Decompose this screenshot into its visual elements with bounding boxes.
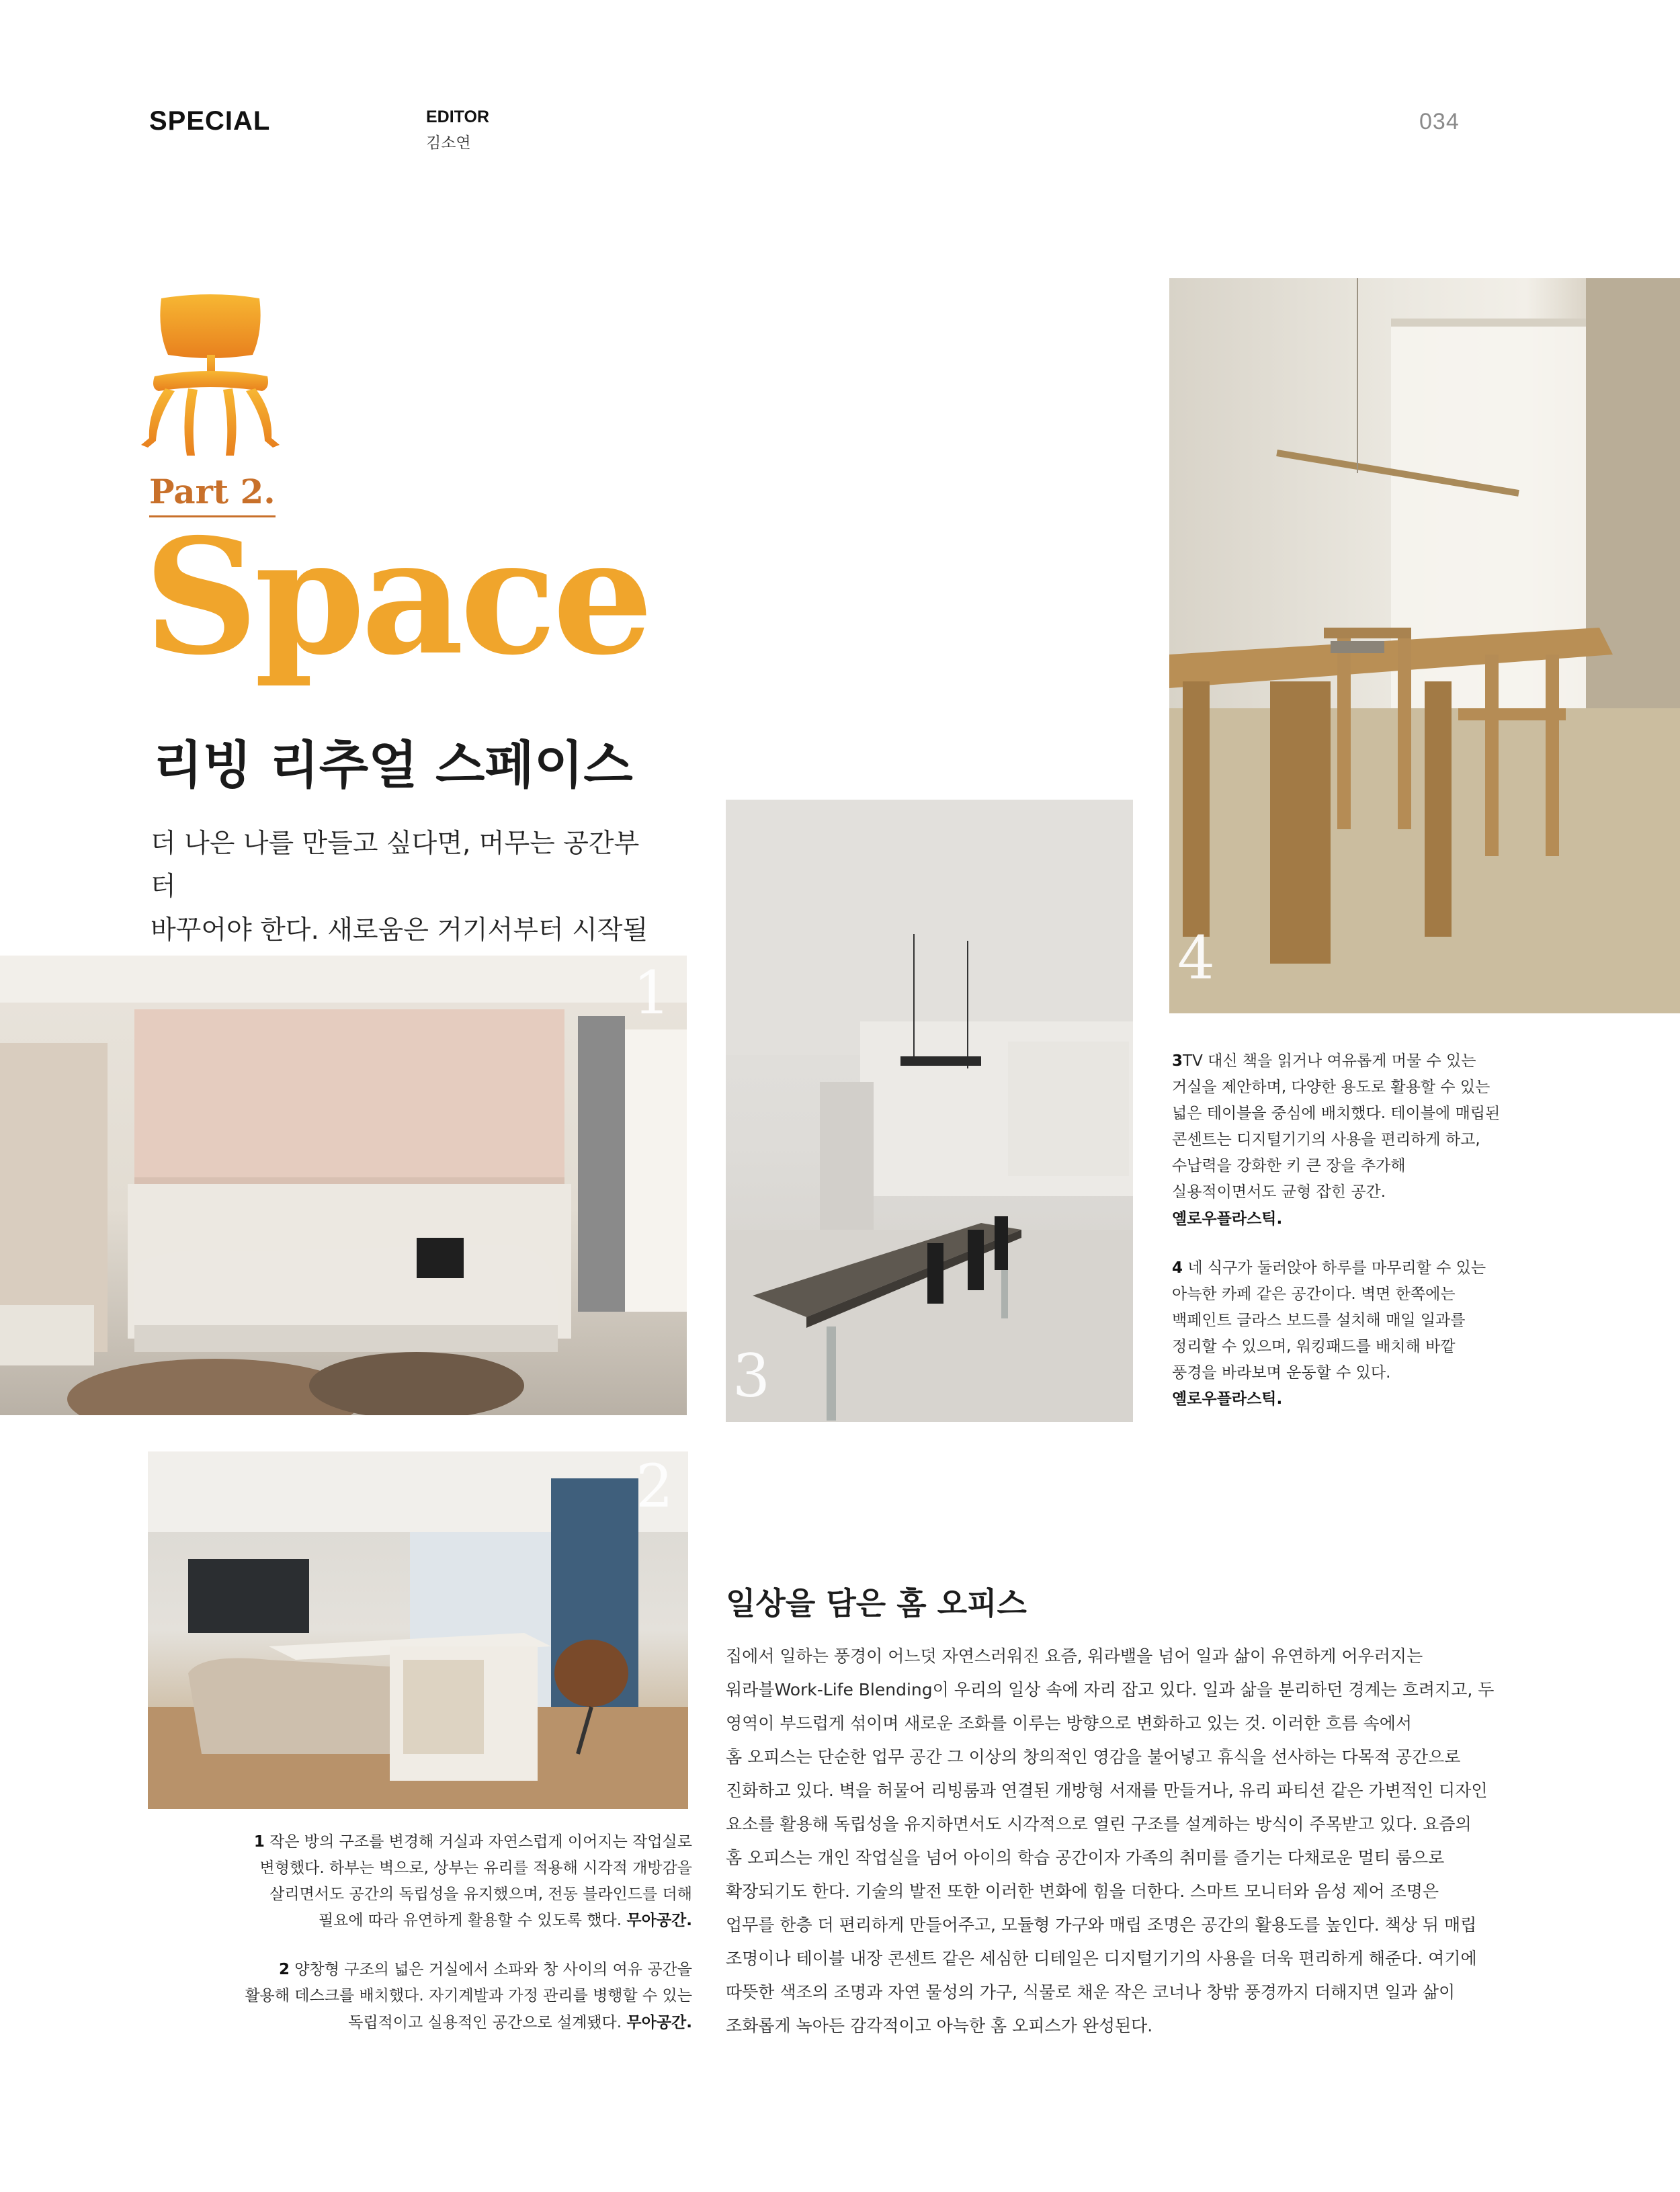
caption-1	[222, 1829, 692, 1934]
caption-line: 정리할 수 있으며, 워킹패드를 배치해 바깥	[1172, 1337, 1456, 1355]
article-line: 진화하고 있다. 벽을 허물어 리빙룸과 연결된 개방형 서재를 만들거나, 유리 파티션 같은 가변적인 디자인	[726, 1781, 1488, 1800]
caption-group-right	[1172, 1048, 1521, 1435]
article-body	[726, 1640, 1505, 2043]
editor-label: EDITOR	[426, 108, 489, 126]
photo-number: 4	[1177, 923, 1215, 993]
caption-line: 콘센트는 디지털기기의 사용을 편리하게 하고,	[1172, 1131, 1480, 1149]
caption-line: 아늑한 카페 같은 공간이다. 벽면 한쪽에는	[1172, 1285, 1456, 1303]
caption-line: 수납력을 강화한 키 큰 장을 추가해	[1172, 1157, 1406, 1175]
caption-line: 넓은 테이블을 중심에 배치했다. 테이블에 매립된	[1172, 1105, 1501, 1123]
part-label: Part 2.	[149, 472, 276, 517]
caption-line: 실용적이면서도 균형 잡힌 공간.	[1172, 1183, 1386, 1202]
photo-number: 1	[633, 958, 671, 1027]
caption-4	[1172, 1255, 1521, 1413]
caption-line: 백페인트 글라스 보드를 설치해 매일 일과를	[1172, 1311, 1466, 1329]
caption-line: 살리면서도 공간의 독립성을 유지했으며, 전동 블라인드를 더해	[269, 1886, 692, 1904]
caption-number: 1	[253, 1833, 265, 1851]
caption-credit: 무아공간.	[626, 1912, 692, 1930]
page-title: Space	[144, 503, 650, 690]
caption-number: 2	[278, 1961, 290, 1979]
article-line: 워라블Work-Life Blending이 우리의 일상 속에 자리 잡고 있다. 일과 삶을 분리하던 경계는 흐려지고, 두	[726, 1680, 1495, 1699]
chair-icon	[141, 290, 280, 461]
caption-number: 4	[1172, 1259, 1183, 1277]
article-line: 조명이나 테이블 내장 콘센트 같은 세심한 디테일은 디지털기기의 사용을 더욱 편리하게 해준다. 여기에	[726, 1949, 1477, 1968]
caption-credit: 무아공간.	[626, 2013, 692, 2031]
photo-number: 2	[636, 1451, 673, 1521]
caption-line: 독립적이고 실용적인 공간으로 설계됐다.	[348, 2013, 622, 2031]
article-line: 요소를 활용해 독립성을 유지하면서도 시각적으로 열린 구조를 설계하는 방식이 주목받고 있다. 요즘의	[726, 1814, 1472, 1834]
caption-credit: 옐로우플라스틱.	[1172, 1210, 1283, 1228]
photo-number: 3	[732, 1341, 770, 1410]
photo-living-room-sofa	[0, 956, 687, 1415]
article-line: 영역이 부드럽게 섞이며 새로운 조화를 이루는 방향으로 변화하고 있는 것. 이러한 흐름 속에서	[726, 1714, 1413, 1733]
caption-line: 거실을 제안하며, 다양한 용도로 활용할 수 있는	[1172, 1079, 1490, 1097]
page-number: 034	[1419, 109, 1460, 134]
caption-number: 3	[1172, 1052, 1183, 1070]
korean-title: 리빙 리추얼 스페이스	[153, 735, 633, 795]
caption-line: 네 식구가 둘러앉아 하루를 마무리할 수 있는	[1187, 1259, 1486, 1277]
photo-dining-room	[1169, 278, 1680, 1013]
article-line: 따뜻한 색조의 조명과 자연 물성의 가구, 식물로 채운 작은 코너나 창밖 풍경까지 더해지면 일과 삶이	[726, 1982, 1456, 2002]
photo-home-office	[148, 1451, 688, 1809]
article-line: 홈 오피스는 단순한 업무 공간 그 이상의 창의적인 영감을 불어넣고 휴식을 선사하는 다목적 공간으로	[726, 1747, 1461, 1767]
article-line: 집에서 일하는 풍경이 어느덧 자연스러워진 요즘, 워라밸을 넘어 일과 삶이 유연하게 어우러지는	[726, 1646, 1423, 1666]
section-label: SPECIAL	[149, 106, 271, 136]
article-line: 확장되기도 한다. 기술의 발전 또한 이러한 변화에 힘을 더한다. 스마트 모니터와 음성 제어 조명은	[726, 1882, 1439, 1901]
caption-group-left	[222, 1829, 692, 2059]
article-line: 홈 오피스는 개인 작업실을 넘어 아이의 학습 공간이자 가족의 취미를 즐기는 다채로운 멀티 룸으로	[726, 1848, 1445, 1867]
caption-3	[1172, 1048, 1521, 1232]
caption-line: 풍경을 바라보며 운동할 수 있다.	[1172, 1364, 1391, 1382]
caption-line: 활용해 데스크를 배치했다. 자기계발과 가정 관리를 병행할 수 있는	[245, 1987, 692, 2005]
caption-line: TV 대신 책을 읽거나 여유롭게 머물 수 있는	[1183, 1052, 1476, 1070]
caption-line: 작은 방의 구조를 변경해 거실과 자연스럽게 이어지는 작업실로	[269, 1833, 692, 1851]
caption-line: 양창형 구조의 넓은 거실에서 소파와 창 사이의 여유 공간을	[294, 1961, 692, 1979]
article-heading: 일상을 담은 홈 오피스	[726, 1585, 1027, 1621]
caption-line: 변형했다. 하부는 벽으로, 상부는 유리를 적용해 시각적 개방감을	[259, 1859, 692, 1878]
caption-line: 필요에 따라 유연하게 활용할 수 있도록 했다.	[318, 1912, 622, 1930]
caption-credit: 옐로우플라스틱.	[1172, 1390, 1283, 1408]
intro-line: 더 나은 나를 만들고 싶다면, 머무는 공간부터	[151, 829, 640, 902]
article-line: 업무를 한층 더 편리하게 만들어주고, 모듈형 가구와 매립 조명은 공간의 활용도를 높인다. 책상 뒤 매립	[726, 1915, 1477, 1935]
editor-name: 김소연	[426, 134, 471, 152]
photo-kitchen-table	[726, 800, 1133, 1422]
intro-line: 바꾸어야 한다. 새로움은 거기서부터 시작될	[151, 915, 648, 945]
article-line: 조화롭게 녹아든 감각적이고 아늑한 홈 오피스가 완성된다.	[726, 2016, 1153, 2035]
caption-2	[222, 1957, 692, 2035]
